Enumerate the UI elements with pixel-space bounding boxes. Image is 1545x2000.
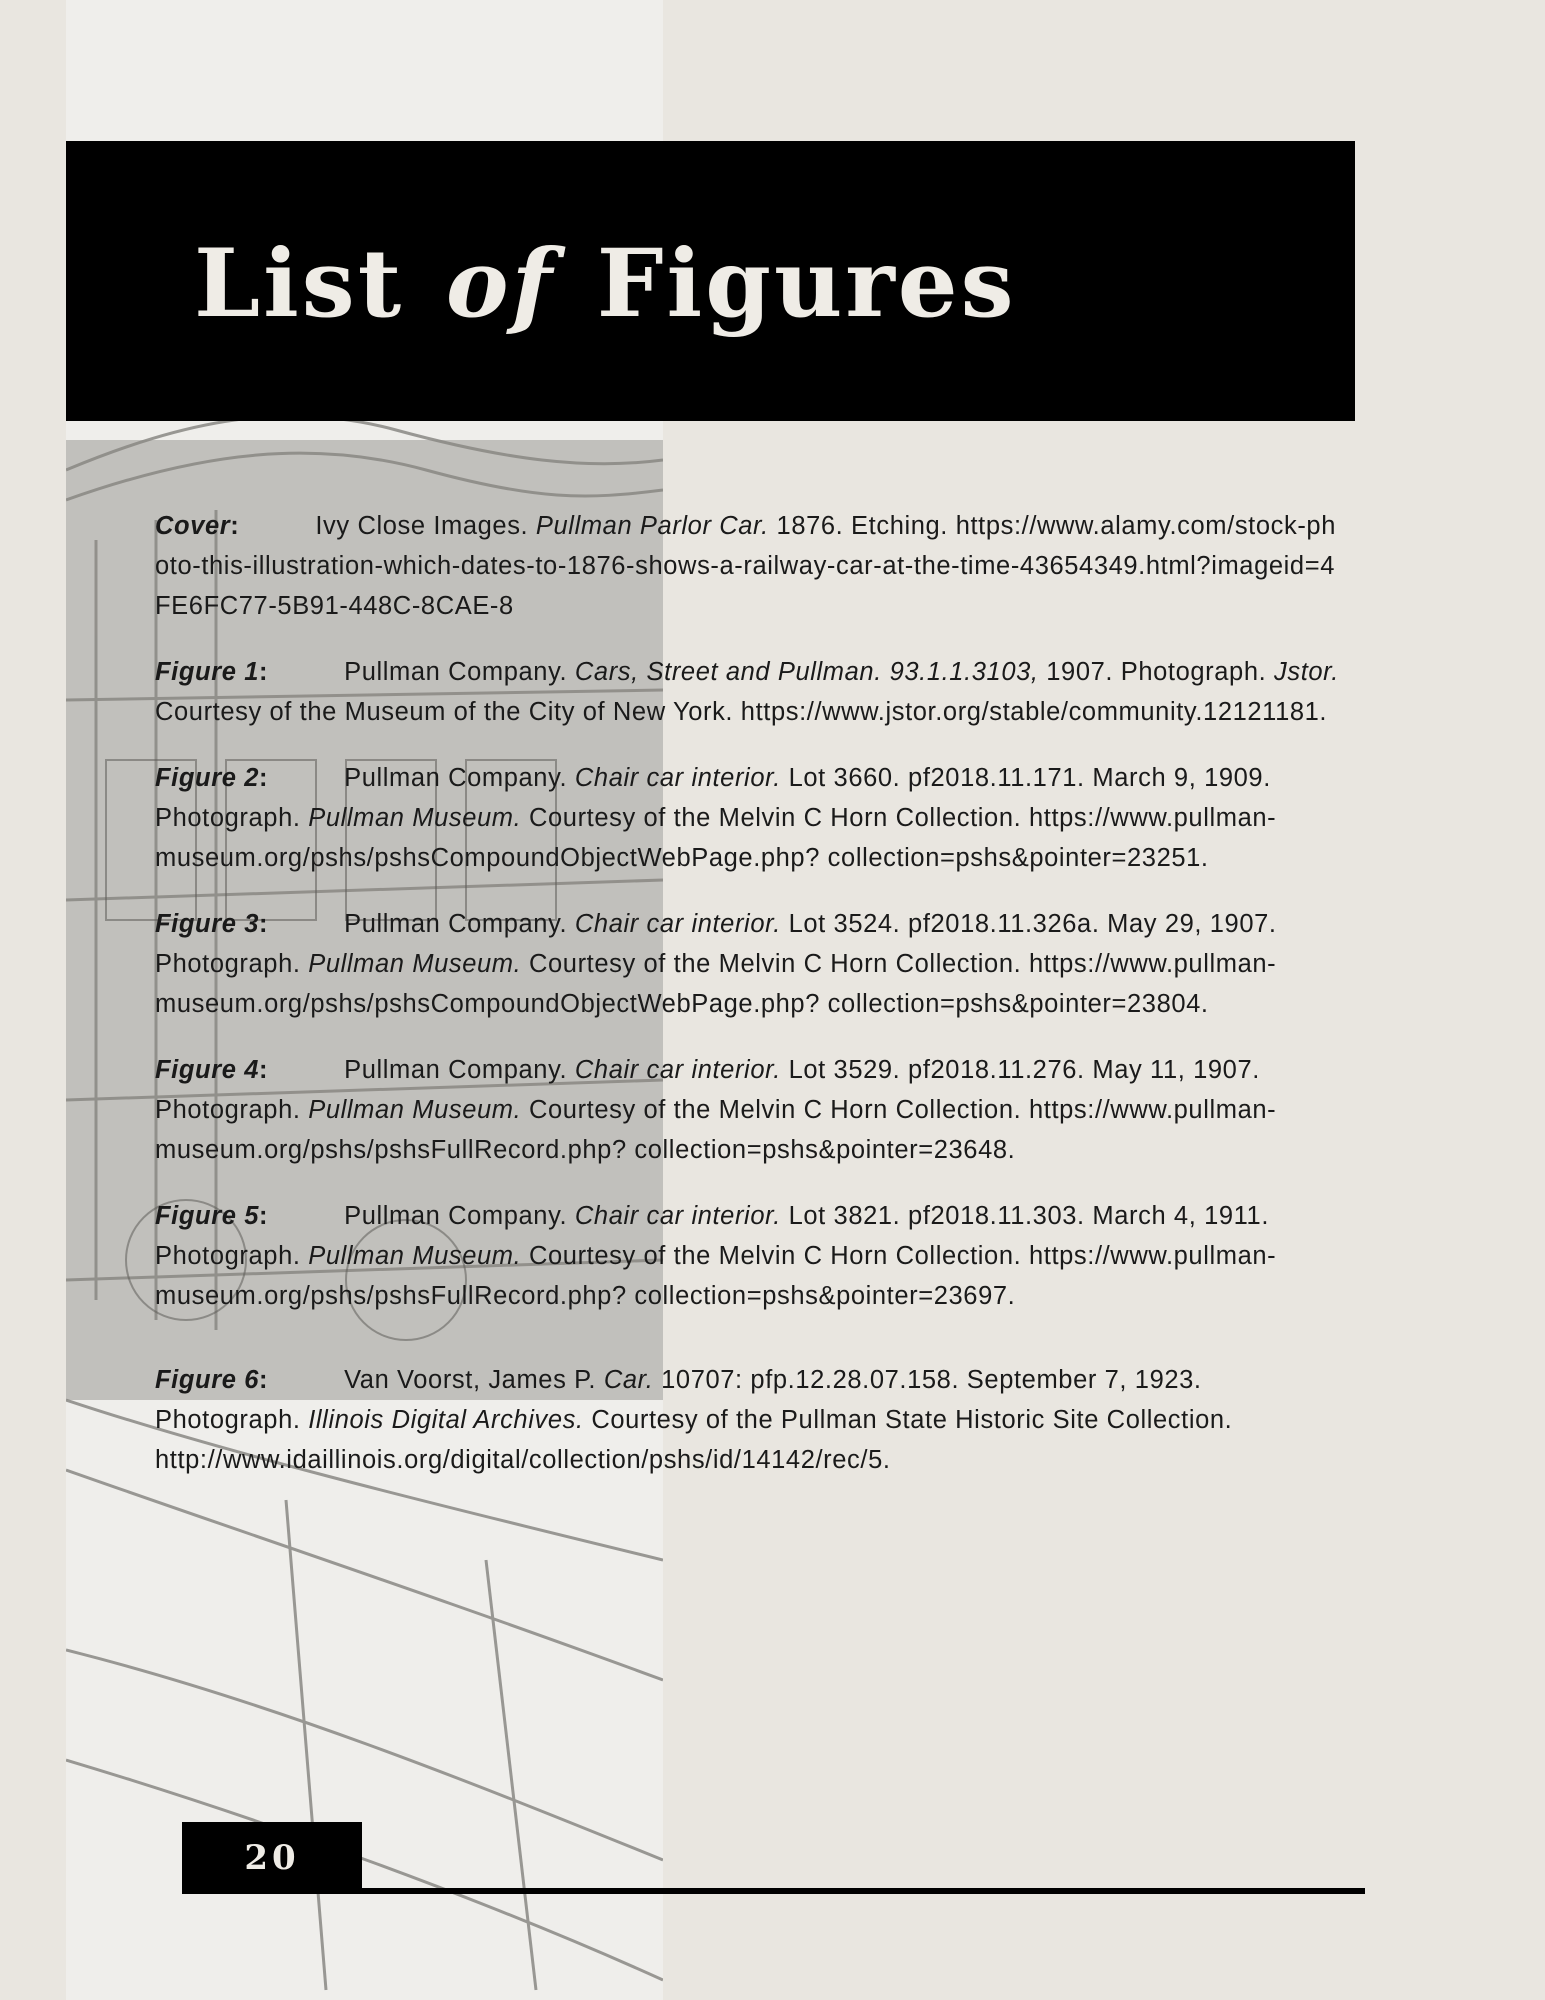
figure-entry-1: Figure 1: Pullman Company. Cars, Street and Pullman. 93.1.1.3103, 1907. Photograph. Jstor. Courtesy of the Museum of the City of New York. https://www.jstor.org/stable/community.12121181. xyxy=(155,652,1345,732)
entry-label: Cover xyxy=(155,512,231,540)
entry-label: Figure 1 xyxy=(155,658,259,686)
entry-credit-url[interactable]: Courtesy of the Pullman State Historic Site Collection. http://www.idaillinois.org/digital/collection/pshs/id/14142/rec/5. xyxy=(155,1406,1233,1474)
entry-text: Pullman Company. xyxy=(344,1202,575,1230)
entry-text: Lot 3529. pf2018.11.276. May 11, 1907. Photograph. xyxy=(155,1056,1260,1124)
entry-title: Chair car interior. xyxy=(574,910,781,938)
figure-entry-5: Figure 5: Pullman Company. Chair car interior. Lot 3821. pf2018.11.303. March 4, 1911. Photograph. Pullman Museum. Courtesy of the Melvin C Horn Collection. https://www.pullman-museum.org/pshs/pshsFullRecord.php? collection=pshs&pointer=23697. xyxy=(155,1196,1345,1316)
entry-text: Pullman Company. xyxy=(344,764,575,792)
entry-text: 1907. Photograph. xyxy=(1038,658,1274,686)
entry-label: Figure 6 xyxy=(155,1366,259,1394)
title-band xyxy=(66,141,1355,421)
entry-title: Chair car interior. xyxy=(574,764,781,792)
entry-label: Figure 3 xyxy=(155,910,259,938)
page-number: 20 xyxy=(244,1838,300,1878)
figure-entry-2: Figure 2: Pullman Company. Chair car interior. Lot 3660. pf2018.11.171. March 9, 1909. Photograph. Pullman Museum. Courtesy of the Melvin C Horn Collection. https://www.pullman-museum.org/pshs/pshsCompoundObjectWebPage.php? collection=pshs&pointer=23251. xyxy=(155,758,1345,878)
entry-source: Pullman Museum. xyxy=(308,1096,522,1124)
figure-entry-6: Figure 6: Van Voorst, James P. Car. 10707: pfp.12.28.07.158. September 7, 1923. Photograph. Illinois Digital Archives. Courtesy of the Pullman State Historic Site Collection. http://www.idaillinois.org/digital/collection/pshs/id/14142/rec/5. xyxy=(155,1360,1345,1480)
entry-label: Figure 2 xyxy=(155,764,259,792)
entry-text: Pullman Company. xyxy=(344,1056,575,1084)
footer-rule xyxy=(182,1888,1365,1894)
entry-credit-url[interactable]: Courtesy of the Melvin C Horn Collection. https://www.pullman-museum.org/pshs/pshsFullRecord.php? collection=pshs&pointer=23697. xyxy=(155,1242,1277,1310)
figure-list xyxy=(155,506,1345,1506)
entry-text: Pullman Company. xyxy=(344,910,575,938)
entry-credit-url[interactable]: Courtesy of the Melvin C Horn Collection. https://www.pullman-museum.org/pshs/pshsCompoundObjectWebPage.php? collection=pshs&pointer=23251. xyxy=(155,804,1277,872)
entry-credit-url[interactable]: Courtesy of the Melvin C Horn Collection. https://www.pullman-museum.org/pshs/pshsCompoundObjectWebPage.php? collection=pshs&pointer=23804. xyxy=(155,950,1277,1018)
title-word-figures: Figures xyxy=(596,229,1017,339)
entry-source: Pullman Museum. xyxy=(308,1242,522,1270)
entry-label: Figure 4 xyxy=(155,1056,259,1084)
entry-text: 10707: pfp.12.28.07.158. September 7, 1923. Photograph. xyxy=(155,1366,1202,1434)
figure-entry-3: Figure 3: Pullman Company. Chair car interior. Lot 3524. pf2018.11.326a. May 29, 1907. Photograph. Pullman Museum. Courtesy of the Melvin C Horn Collection. https://www.pullman-museum.org/pshs/pshsCompoundObjectWebPage.php? collection=pshs&pointer=23804. xyxy=(155,904,1345,1024)
entry-text: Pullman Company. xyxy=(344,658,575,686)
entry-credit-url[interactable]: Courtesy of the Museum of the City of New York. https://www.jstor.org/stable/community.12121181. xyxy=(155,698,1328,726)
entry-source: Pullman Museum. xyxy=(308,804,522,832)
title-word-of: of xyxy=(445,229,556,339)
title-word-list: List xyxy=(194,229,405,339)
entry-title: Pullman Parlor Car. xyxy=(535,512,769,540)
entry-text: Lot 3821. pf2018.11.303. March 4, 1911. Photograph. xyxy=(155,1202,1270,1270)
entry-label: Figure 5 xyxy=(155,1202,259,1230)
entry-text: 1876. Etching. xyxy=(768,512,956,540)
figure-entry-cover: Cover: Ivy Close Images. Pullman Parlor Car. 1876. Etching. https://www.alamy.com/stock-photo-this-illustration-which-dates-to-1876-shows-a-railway-car-at-the-time-43654349.html?imageid=4FE6FC77-5B91-448C-8CAE-8 xyxy=(155,506,1345,626)
entry-text: Lot 3660. pf2018.11.171. March 9, 1909. Photograph. xyxy=(155,764,1271,832)
entry-source: Jstor. xyxy=(1274,658,1339,686)
entry-title: Cars, Street and Pullman. 93.1.1.3103, xyxy=(574,658,1039,686)
entry-source: Pullman Museum. xyxy=(308,950,522,978)
entry-credit-url[interactable]: Courtesy of the Melvin C Horn Collection. https://www.pullman-museum.org/pshs/pshsFullRecord.php? collection=pshs&pointer=23648. xyxy=(155,1096,1277,1164)
entry-title: Chair car interior. xyxy=(574,1202,781,1230)
entry-title: Car. xyxy=(603,1366,654,1394)
entry-text: Van Voorst, James P. xyxy=(344,1366,604,1394)
page-title xyxy=(194,229,1017,339)
entry-url[interactable]: https://www.alamy.com/stock-photo-this-illustration-which-dates-to-1876-shows-a-railway-car-at-the-time-43654349.html?imageid=4FE6FC77-5B91-448C-8CAE-8 xyxy=(155,512,1336,620)
entry-source: Illinois Digital Archives. xyxy=(308,1406,584,1434)
figure-entry-4: Figure 4: Pullman Company. Chair car interior. Lot 3529. pf2018.11.276. May 11, 1907. Photograph. Pullman Museum. Courtesy of the Melvin C Horn Collection. https://www.pullman-museum.org/pshs/pshsFullRecord.php? collection=pshs&pointer=23648. xyxy=(155,1050,1345,1170)
entry-text: Ivy Close Images. xyxy=(315,512,536,540)
page-number-box xyxy=(182,1822,362,1894)
entry-text: Lot 3524. pf2018.11.326a. May 29, 1907. Photograph. xyxy=(155,910,1277,978)
entry-title: Chair car interior. xyxy=(574,1056,781,1084)
